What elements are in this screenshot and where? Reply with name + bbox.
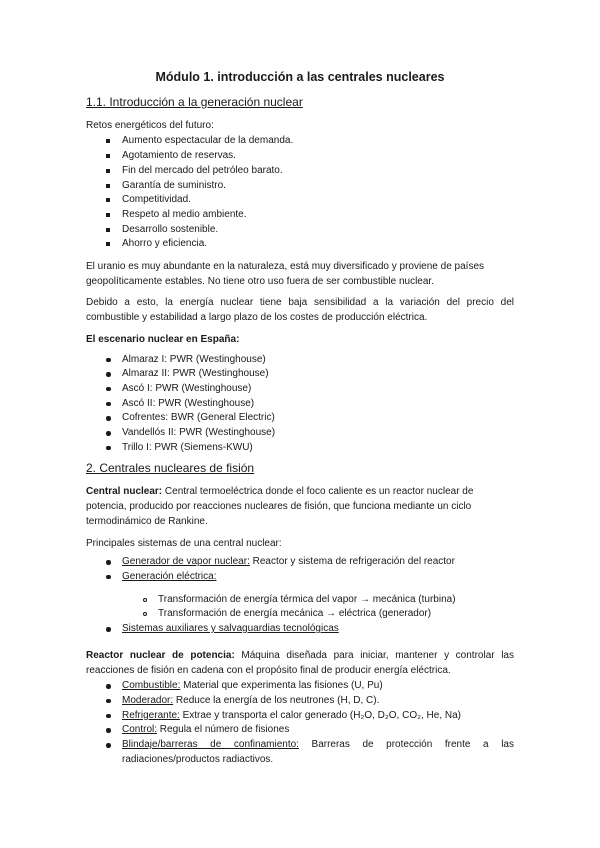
escenario-heading: El escenario nuclear en España: xyxy=(86,333,240,345)
retos-list xyxy=(86,134,514,252)
plantas-list xyxy=(86,353,514,456)
list-item xyxy=(86,723,514,738)
componente-text: Extrae y transporta el calor generado (H₂O, D₂O, CO₂, He, Na) xyxy=(179,709,462,721)
reactor-text: Máquina diseñada para iniciar, mantener y controlar las reacciones de fisión en cadena con el propósito final de producir energía eléctrica. xyxy=(86,649,514,676)
componente-text: Regula el número de fisiones xyxy=(157,724,290,736)
componente-label: Refrigerante: xyxy=(122,709,180,721)
componente-text: Barreras de protección frente a las radiaciones/productos radiactivos. xyxy=(122,739,514,765)
sub-list-item: Transformación de energía térmica del vapor → mecánica (turbina) xyxy=(86,593,514,608)
list-item: Competitividad. xyxy=(86,193,514,208)
list-item: Ascó I: PWR (Westinghouse) xyxy=(86,382,514,397)
paragraph-central-nuclear xyxy=(86,485,514,529)
document-page xyxy=(86,70,514,775)
list-item: Respeto al medio ambiente. xyxy=(86,208,514,223)
document-title: Módulo 1. introducción a las centrales nucleares xyxy=(155,70,445,84)
sub-list-item: Transformación de energía mecánica → eléctrica (generador) xyxy=(86,607,514,622)
paragraph-debido: Debido a esto, la energía nuclear tiene baja sensibilidad a la variación del precio del combustible y estabilidad a largo plazo de los costes de producción eléctrica. xyxy=(86,297,514,324)
sistema-label: Sistemas auxiliares y salvaguardias tecnológicas xyxy=(122,623,339,635)
list-item: Almaraz II: PWR (Westinghouse) xyxy=(86,367,514,382)
central-nuclear-text: Central termoeléctrica donde el foco caliente es un reactor nuclear de potencia, producido por reacciones nucleares de fisión, que funciona mediante un ciclo termodinámico de Rankine. xyxy=(86,486,474,527)
componente-label: Combustible: xyxy=(122,680,181,692)
section-2-heading: 2. Centrales nucleares de fisión xyxy=(86,461,255,476)
list-item: Vandellós II: PWR (Westinghouse) xyxy=(86,426,514,441)
list-item: Ahorro y eficiencia. xyxy=(86,237,514,252)
section-1-heading: 1.1. Introducción a la generación nuclear xyxy=(86,94,303,109)
sistemas-list xyxy=(86,555,514,584)
list-item: Desarrollo sostenible. xyxy=(86,223,514,238)
paragraph-reactor xyxy=(86,649,514,678)
list-item xyxy=(86,570,514,585)
list-item: Agotamiento de reservas. xyxy=(86,149,514,164)
list-item xyxy=(86,694,514,709)
componentes-list xyxy=(86,679,514,767)
list-item: Fin del mercado del petróleo barato. xyxy=(86,164,514,179)
reactor-label: Reactor nuclear de potencia: xyxy=(86,649,235,661)
list-item xyxy=(86,555,514,570)
sistemas-list-cont xyxy=(86,622,514,637)
list-item xyxy=(86,622,514,637)
sistemas-intro: Principales sistemas de una central nuclear: xyxy=(86,537,282,549)
componente-text: Reduce la energía de los neutrones (H, D, C). xyxy=(173,694,380,706)
list-item: Garantía de suministro. xyxy=(86,179,514,194)
list-item: Almaraz I: PWR (Westinghouse) xyxy=(86,353,514,368)
retos-intro: Retos energéticos del futuro: xyxy=(86,119,214,131)
list-item: Cofrentes: BWR (General Electric) xyxy=(86,411,514,426)
componente-label: Blindaje/barreras de confinamiento: xyxy=(122,739,299,751)
list-item xyxy=(86,679,514,694)
sistema-label: Generación eléctrica: xyxy=(122,570,217,582)
sistema-text: Reactor y sistema de refrigeración del reactor xyxy=(249,556,455,568)
componente-text: Material que experimenta las fisiones (U, Pu) xyxy=(180,680,383,692)
central-nuclear-label: Central nuclear: xyxy=(86,486,163,498)
generacion-sublist xyxy=(86,593,514,622)
list-item: Ascó II: PWR (Westinghouse) xyxy=(86,397,514,412)
sistema-label: Generador de vapor nuclear: xyxy=(122,556,250,568)
list-item xyxy=(86,738,514,767)
list-item xyxy=(86,709,514,724)
componente-label: Moderador: xyxy=(122,694,174,706)
list-item: Aumento espectacular de la demanda. xyxy=(86,134,514,149)
list-item: Trillo I: PWR (Siemens-KWU) xyxy=(86,441,514,456)
paragraph-uranio: El uranio es muy abundante en la naturaleza, está muy diversificado y proviene de países geopolíticamente estables. No tiene otro uso fuera de ser combustible nuclear. xyxy=(86,261,485,287)
componente-label: Control: xyxy=(122,724,158,736)
